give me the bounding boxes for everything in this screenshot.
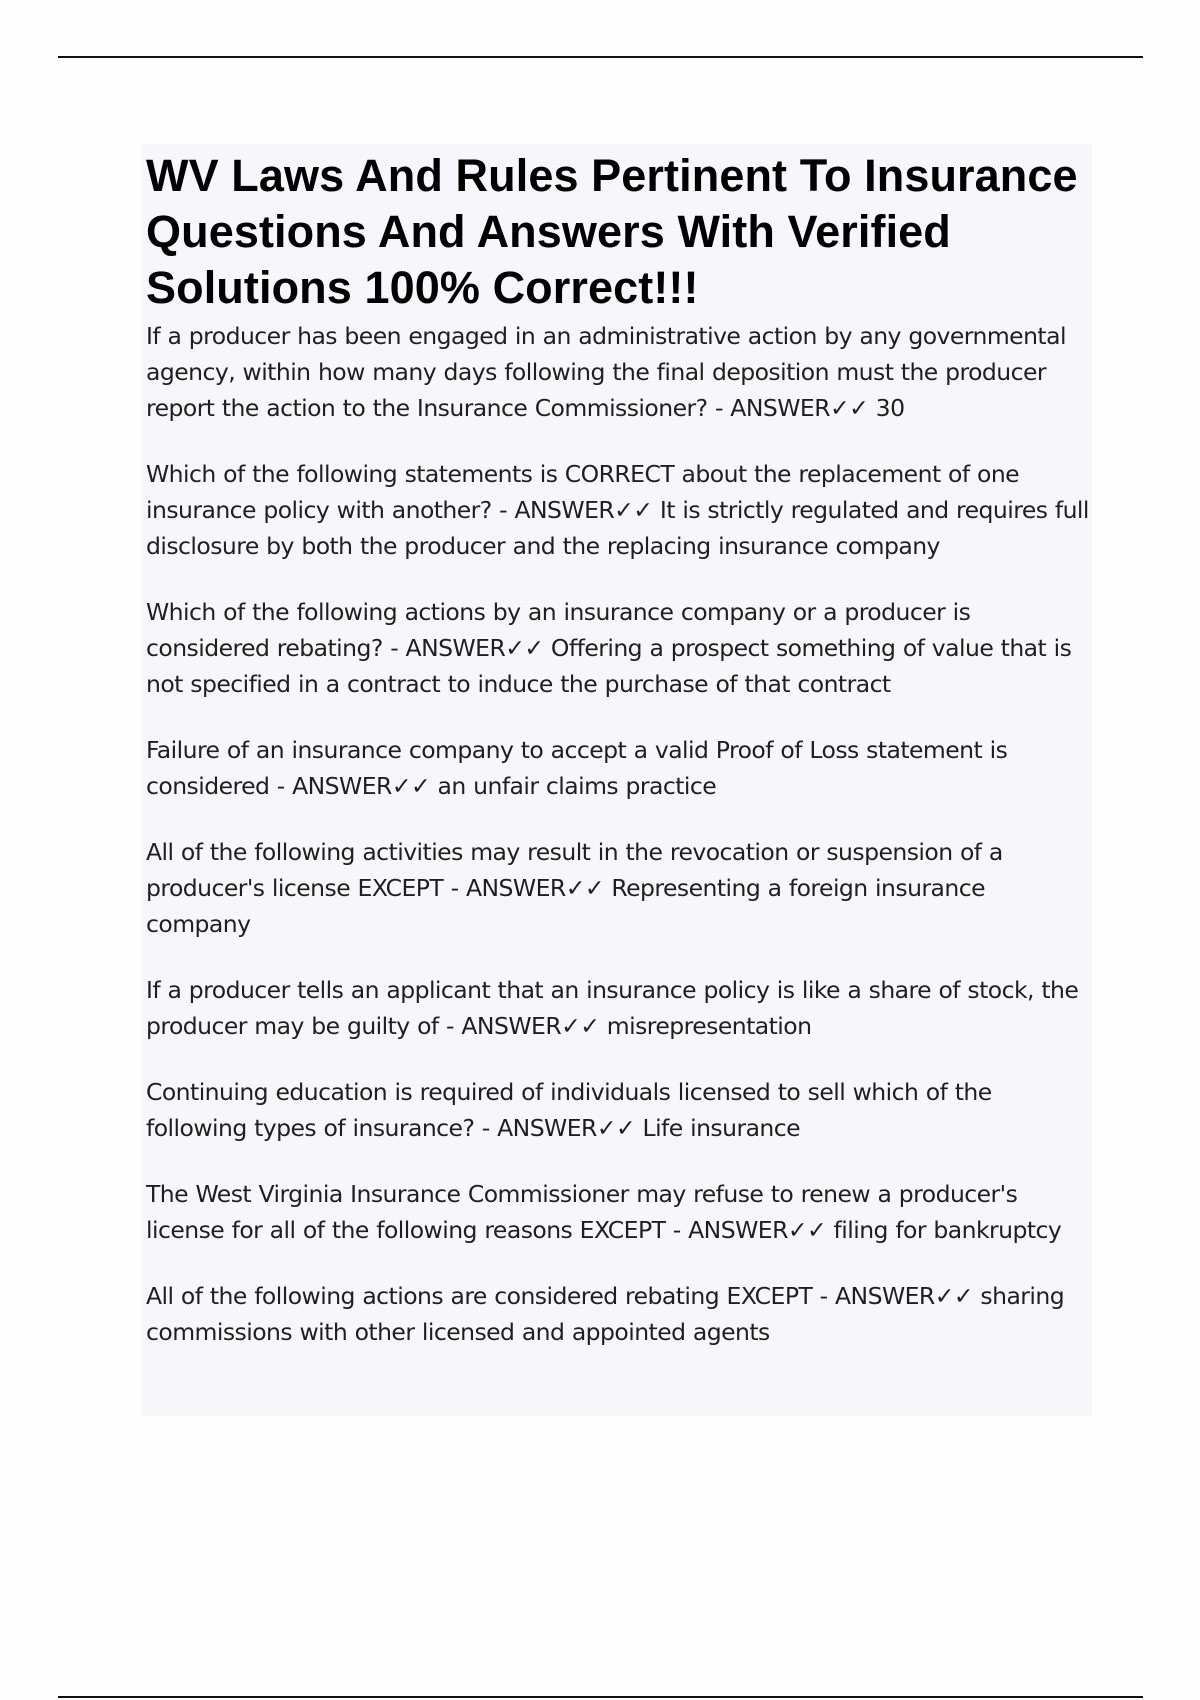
bottom-divider bbox=[58, 1696, 1143, 1698]
qa-item: If a producer has been engaged in an administrative action by any governmental agency, within how many days following the final deposition must the producer report the action to the Insurance Commissioner? - ANSWER✓✓ 30 bbox=[146, 322, 1066, 422]
qa-item: Which of the following actions by an insurance company or a producer is considered rebating? - ANSWER✓✓ Offering a prospect something of value that is not specified in a contract to induce the purchase of that contract bbox=[146, 598, 1072, 698]
qa-list bbox=[146, 318, 1092, 1350]
qa-item: If a producer tells an applicant that an insurance policy is like a share of stock, the producer may be guilty of - ANSWER✓✓ misrepresentation bbox=[146, 976, 1079, 1040]
qa-item: Continuing education is required of individuals licensed to sell which of the following types of insurance? - ANSWER✓✓ Life insurance bbox=[146, 1078, 992, 1142]
top-divider bbox=[58, 56, 1143, 58]
document-title: WV Laws And Rules Pertinent To Insurance Questions And Answers With Verified Solutions 100% Correct!!! bbox=[146, 150, 1078, 313]
qa-item: Which of the following statements is CORRECT about the replacement of one insurance policy with another? - ANSWER✓✓ It is strictly regulated and requires full disclosure by both the producer and the replacing insurance company bbox=[146, 460, 1089, 560]
qa-item: All of the following actions are considered rebating EXCEPT - ANSWER✓✓ sharing commissions with other licensed and appointed agents bbox=[146, 1282, 1065, 1346]
qa-item: Failure of an insurance company to accept a valid Proof of Loss statement is considered - ANSWER✓✓ an unfair claims practice bbox=[146, 736, 1008, 800]
qa-item: All of the following activities may result in the revocation or suspension of a producer's license EXCEPT - ANSWER✓✓ Representing a foreign insurance company bbox=[146, 838, 1003, 938]
document-content bbox=[142, 144, 1092, 1416]
qa-item: The West Virginia Insurance Commissioner may refuse to renew a producer's license for all of the following reasons EXCEPT - ANSWER✓✓ filing for bankruptcy bbox=[146, 1180, 1062, 1244]
